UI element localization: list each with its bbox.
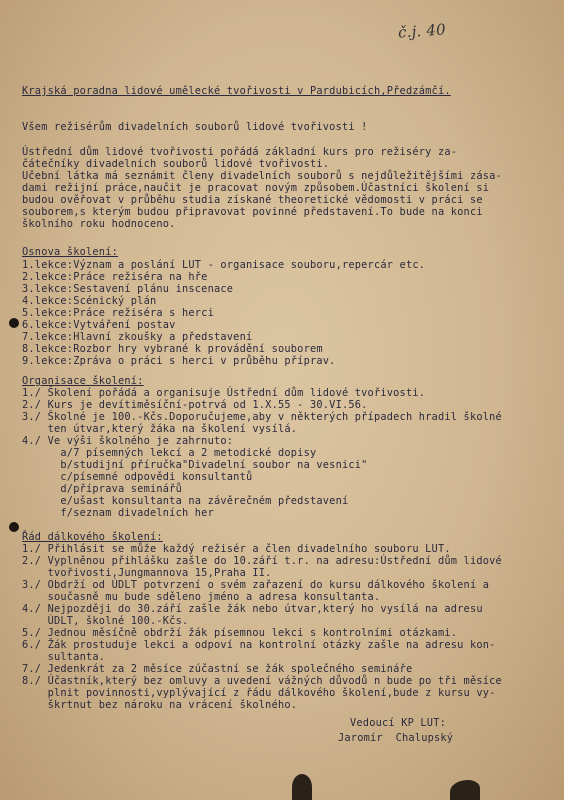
dalkove-item: škrtnut bez nároku na vrácení školného.: [22, 699, 298, 711]
salutation-line: Všem režisérům divadelních souborů lidové tvořivosti !: [22, 121, 368, 133]
punch-hole: [9, 318, 19, 328]
dalkove-item: 5./ Jednou měsíčně obdrží žák písemnou lekci s kontrolními otázkami.: [22, 627, 458, 639]
paper-tear: [450, 780, 480, 800]
dalkove-heading: Řád dálkového školení:: [22, 531, 163, 543]
osnova-item: 4.lekce:Scénický plán: [22, 295, 157, 307]
organisace-item: f/seznam divadelních her: [22, 507, 214, 519]
dalkove-item: 2./ Vyplněnou přihlášku zašle do 10.září t.r. na adresu:Ústřední dům lidové: [22, 555, 502, 567]
organisace-heading: Organisace školení:: [22, 375, 144, 387]
intro-line: čátečníky divadelních souborů lidové tvořivosti.: [22, 158, 330, 170]
osnova-item: 6.lekce:Vytváření postav: [22, 319, 176, 331]
dalkove-item: plnit povinnosti,vyplývající z řádu dálkového školení,bude z kursu vy-: [22, 687, 496, 699]
organisace-item: d/příprava seminářů: [22, 483, 182, 495]
dalkove-item: současně mu bude sděleno jméno a adresa konsultanta.: [22, 591, 381, 603]
osnova-item: 5.lekce:Práce režiséra s herci: [22, 307, 214, 319]
organisace-item: 1./ Školení pořádá a organisuje Ústřední dům lidové tvořivosti.: [22, 387, 426, 399]
organisace-item: e/ušast konsultanta na závěrečném představení: [22, 495, 349, 507]
dalkove-item: 8./ Účastník,který bez omluvy a uvedení vážných důvodů n bude po tři měsíce: [22, 675, 502, 687]
organisace-item: c/písemné odpovědi konsultantů: [22, 471, 253, 483]
osnova-item: 2.lekce:Práce režiséra na hře: [22, 271, 208, 283]
paper-tear: [292, 774, 312, 800]
organisace-item: 4./ Ve výši školného je zahrnuto:: [22, 435, 234, 447]
signature-name: Jaromír Chalupský: [338, 732, 454, 744]
signature-title: Vedoucí KP LUT:: [350, 717, 446, 729]
dalkove-item: 3./ Obdrží od ÚDLT potvrzení o svém zařazení do kursu dálkového školení a: [22, 579, 490, 591]
organisace-item: 2./ Kurs je devítiměsíční-potrvá od 1.X.55 - 30.VI.56.: [22, 399, 368, 411]
intro-line: souborem,s kterým budou připravovat povinné představení.To bude na konci: [22, 206, 483, 218]
dalkove-item: 7./ Jedenkrát za 2 měsíce zúčastní se žák společného semináře: [22, 663, 413, 675]
dalkove-item: ÚDLT, školné 100.-Kčs.: [22, 615, 189, 627]
intro-line: budou ověřovat v průběhu studia získané theoretické vědomosti v práci se: [22, 194, 483, 206]
intro-line: Ústřední dům lidové tvořivosti pořádá základní kurs pro režiséry za-: [22, 146, 458, 158]
organisace-item: ten útvar,který žáka na školení vysílá.: [22, 423, 298, 435]
osnova-item: 8.lekce:Rozbor hry vybrané k provádění souborem: [22, 343, 323, 355]
dalkove-item: 4./ Nejpozději do 30.září zašle žák nebo útvar,který ho vysílá na adresu: [22, 603, 483, 615]
intro-line: dami režijní práce,naučit je pracovat novým způsobem.Účastníci školení si: [22, 182, 490, 194]
organisace-item: 3./ Školné je 100.-Kčs.Doporučujeme,aby v některých případech hradil školné: [22, 411, 502, 423]
organisace-item: b/studijní příručka"Divadelní soubor na vesnici": [22, 459, 368, 471]
dalkove-item: tvořivosti,Jungmannova 15,Praha II.: [22, 567, 272, 579]
osnova-item: 3.lekce:Sestavení plánu inscenace: [22, 283, 234, 295]
organisace-item: a/7 písemných lekcí a 2 metodické dopisy: [22, 447, 317, 459]
intro-line: Učební látka má seznámit členy divadelních souborů s nejdůležitějšími zása-: [22, 170, 502, 182]
handwritten-reference-number: č.j. 40: [397, 20, 447, 42]
osnova-item: 7.lekce:Hlavní zkoušky a představení: [22, 331, 253, 343]
osnova-item: 9.lekce:Zpráva o práci s herci v průběhu příprav.: [22, 355, 336, 367]
dalkove-item: sultanta.: [22, 651, 106, 663]
punch-hole: [9, 522, 19, 532]
intro-line: školního roku hodnoceno.: [22, 218, 176, 230]
letterhead-line: Krajská poradna lidové umělecké tvořivosti v Pardubicích,Předzámčí.: [22, 85, 451, 97]
dalkove-item: 6./ Žák prostuduje lekci a odpoví na kontrolní otázky zašle na adresu kon-: [22, 639, 496, 651]
osnova-heading: Osnova školení:: [22, 246, 118, 258]
osnova-item: 1.lekce:Význam a poslání LUT - organisace souboru,repercár etc.: [22, 259, 426, 271]
dalkove-item: 1./ Přihlásit se může každý režisér a člen divadelního souboru LUT.: [22, 543, 451, 555]
